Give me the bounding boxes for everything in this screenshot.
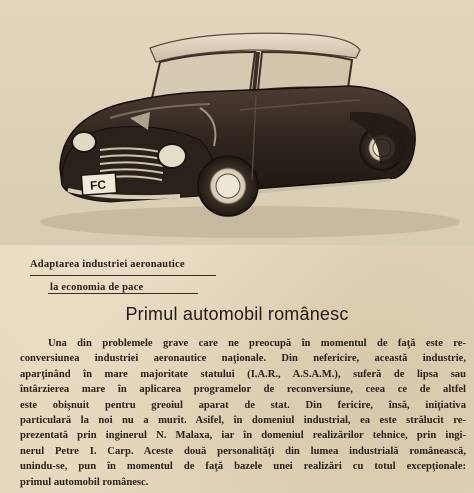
- article-line: unindu-se, pun în momentul de faţă bazele unei realizări cu totul excepţionale:: [20, 461, 466, 473]
- article-title: Primul automobil românesc: [125, 304, 349, 324]
- article-line: întârzierea mare în aplicarea programelor de reconversiune, ceea ce de altfel: [20, 384, 466, 396]
- article-line: primul automobil românesc.: [20, 476, 149, 488]
- article-line: prezentată prin inginerul N. Malaxa, iar în domeniul realizărilor tehnice, prin ingi-: [20, 430, 466, 442]
- article-line: este obişnuit pentru greoiul aparat de stat. Din fericire, însă, iniţiativa: [20, 399, 466, 411]
- caption-divider: [30, 275, 216, 276]
- caption-line-1: Adaptarea industriei aeronautice: [30, 259, 185, 270]
- article-line: conversiunea industriei aeronautice naţionale. Din nefericire, această industrie,: [20, 353, 466, 365]
- article-line: nerul Petre I. Carp. Aceste două personalităţi din lumea industrială românească,: [20, 445, 466, 457]
- car-photo: [0, 0, 474, 245]
- caption-underline: [48, 293, 198, 294]
- caption-line-2: la economia de pace: [50, 282, 144, 293]
- article-line: Una din problemele grave care ne preocupă în momentul de faţă este re-: [48, 338, 466, 349]
- article-line: aparţinând în mare majoritate statului (I.A.R., A.S.A.M.), suferă de lipsa sau: [20, 368, 466, 380]
- article-body: [20, 336, 466, 490]
- article-line: particulară la noi nu a murit. Asifel, în domeniul industrial, ea este strălucit re-: [20, 415, 466, 427]
- license-plate-text: FC: [89, 177, 107, 193]
